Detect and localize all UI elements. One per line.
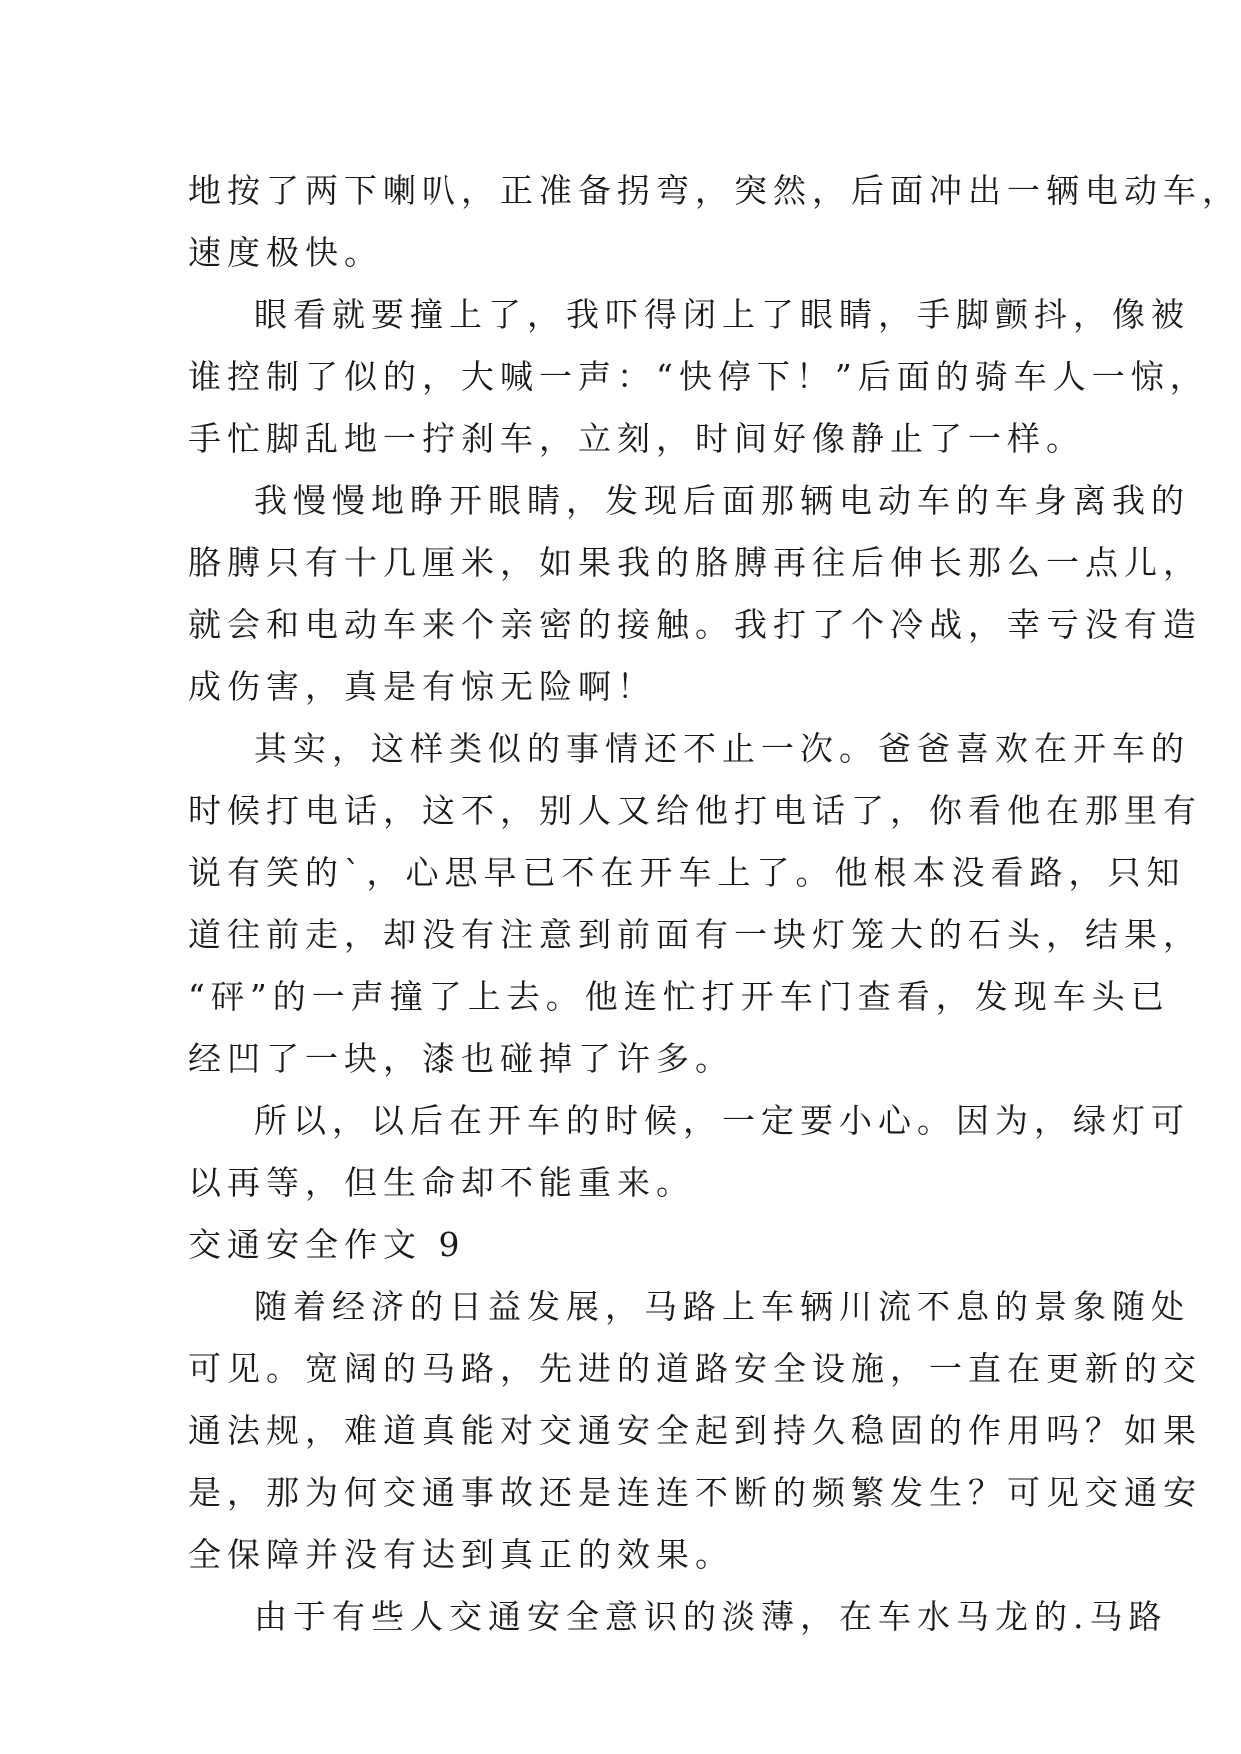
text-line: 道往前走，却没有注意到前面有一块灯笼大的石头，结果， [188,915,1202,954]
text-line: 时候打电话，这不，别人又给他打电话了，你看他在那里有 [188,791,1202,830]
text-line: 全保障并没有达到真正的效果。 [188,1535,734,1574]
text-line: 就会和电动车来个亲密的接触。我打了个冷战，幸亏没有造 [188,605,1202,644]
text-line: 通法规，难道真能对交通安全起到持久稳固的作用吗？如果 [188,1411,1202,1450]
text-line: “砰”的一声撞了上去。他连忙打开车门查看，发现车头已 [188,977,1170,1016]
document-body [188,160,1241,1648]
text-line: 以再等，但生命却不能重来。 [188,1163,695,1202]
text-line: 眼看就要撞上了，我吓得闭上了眼睛，手脚颤抖，像被 [254,295,1190,334]
text-line: 由于有些人交通安全意识的淡薄，在车水马龙的.马路 [254,1597,1168,1636]
text-line: 说有笑的`，心思早已不在开车上了。他根本没看路，只知 [188,853,1186,892]
text-line: 成伤害，真是有惊无险啊！ [188,667,656,706]
text-line: 可见。宽阔的马路，先进的道路安全设施，一直在更新的交 [188,1349,1202,1388]
text-line: 是，那为何交通事故还是连连不断的频繁发生？可见交通安 [188,1473,1202,1512]
text-line: 随着经济的日益发展，马路上车辆川流不息的景象随处 [254,1287,1190,1326]
text-line: 我慢慢地睁开眼睛，发现后面那辆电动车的车身离我的 [254,481,1190,520]
text-line: 所以，以后在开车的时候，一定要小心。因为，绿灯可 [254,1101,1190,1140]
text-line: 地按了两下喇叭，正准备拐弯，突然，后面冲出一辆电动车， [188,171,1241,210]
text-line: 手忙脚乱地一拧刹车，立刻，时间好像静止了一样。 [188,419,1085,458]
section-heading: 交通安全作文 9 [188,1225,466,1264]
text-line: 胳膊只有十几厘米，如果我的胳膊再往后伸长那么一点儿， [188,543,1202,582]
text-line: 经凹了一块，漆也碰掉了许多。 [188,1039,734,1078]
text-line: 速度极快。 [188,233,383,272]
text-line: 其实，这样类似的事情还不止一次。爸爸喜欢在开车的 [254,729,1190,768]
text-line: 谁控制了似的，大喊一声：“快停下！”后面的骑车人一惊， [188,357,1209,396]
